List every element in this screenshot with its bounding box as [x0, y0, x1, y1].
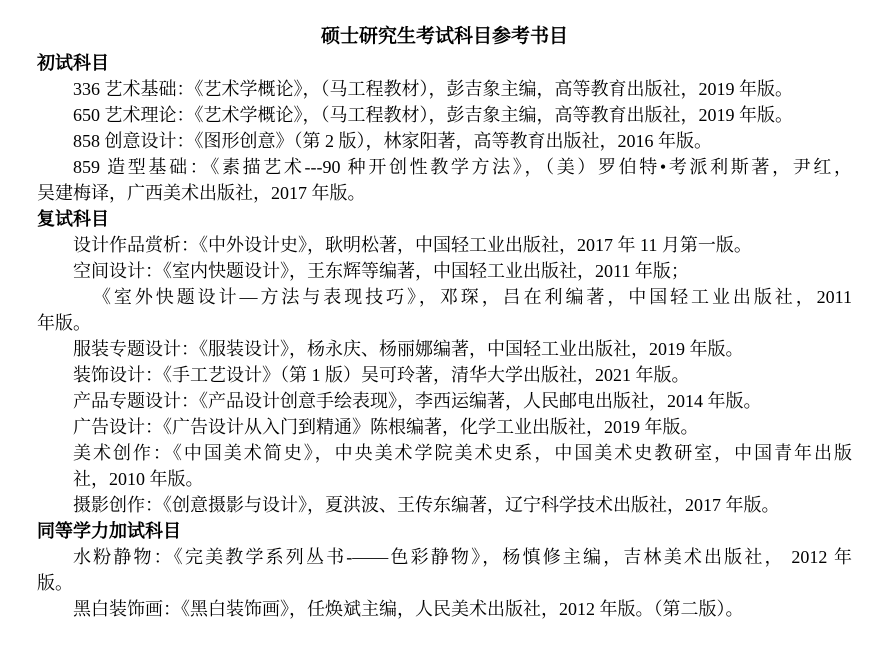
- entry-decoration-design: 装饰设计：《手工艺设计》（第 1 版）吴可玲著，清华大学出版社，2021 年版。: [73, 365, 690, 385]
- entry-fashion-design: 服装专题设计：《服装设计》，杨永庆、杨丽娜编著，中国轻工业出版社，2019 年版。: [73, 339, 744, 359]
- entry-858-creative-design: 858 创意设计：《图形创意》（第 2 版），林家阳著，高等教育出版社，2016 年版。: [73, 131, 712, 151]
- heading-retest-subjects: 复试科目: [37, 209, 109, 229]
- entry-photography-creation: 摄影创作：《创意摄影与设计》，夏洪波、王传东编著，辽宁科学技术出版社，2017 年版。: [73, 495, 780, 515]
- heading-initial-exam-subjects: 初试科目: [37, 53, 109, 73]
- entry-advertising-design: 广告设计：《广告设计从入门到精通》陈根编著，化学工业出版社，2019 年版。: [73, 417, 699, 437]
- heading-equivalent-degree-subjects: 同等学力加试科目: [37, 521, 181, 541]
- entry-art-creation-continuation: 社，2010 年版。: [73, 469, 204, 489]
- entry-859-modeling-foundation: 859 造型基础：《素描艺术---90 种开创性教学方法》，（美）罗伯特•考派利斯著，尹红，: [73, 157, 852, 177]
- entry-gouache-continuation: 版。: [37, 573, 73, 593]
- entry-art-creation: 美术创作：《中国美术简史》，中央美术学院美术史系，中国美术史教研室，中国青年出版: [73, 443, 852, 463]
- entry-product-design: 产品专题设计：《产品设计创意手绘表现》，李西运编著，人民邮电出版社，2014 年版。: [73, 391, 762, 411]
- entry-space-design-continuation: 年版。: [37, 313, 91, 333]
- entry-space-design-book2: 《室外快题设计—方法与表现技巧》，邓琛，吕在利编著，中国轻工业出版社，2011: [93, 287, 852, 307]
- entry-space-design: 空间设计：《室内快题设计》，王东辉等编著，中国轻工业出版社，2011 年版；: [73, 261, 689, 281]
- entry-gouache-still-life: 水粉静物：《完美教学系列丛书-——色彩静物》，杨慎修主编，吉林美术出版社， 2012 年: [73, 547, 852, 567]
- entry-859-continuation: 吴建梅译，广西美术出版社，2017 年版。: [37, 183, 366, 203]
- entry-650-art-theory: 650 艺术理论：《艺术学概论》，（马工程教材），彭吉象主编，高等教育出版社，2019 年版。: [73, 105, 793, 125]
- document-title: 硕士研究生考试科目参考书目: [320, 26, 568, 47]
- entry-336-art-foundation: 336 艺术基础：《艺术学概论》，（马工程教材），彭吉象主编，高等教育出版社，2019 年版。: [73, 79, 793, 99]
- document-content: [37, 0, 852, 622]
- entry-design-work-appreciation: 设计作品赏析：《中外设计史》，耿明松著，中国轻工业出版社，2017 年 11 月第一版。: [73, 235, 752, 255]
- entry-black-white-decorative-painting: 黑白装饰画：《黑白装饰画》，任焕斌主编，人民美术出版社，2012 年版。（第二版）。: [73, 599, 744, 619]
